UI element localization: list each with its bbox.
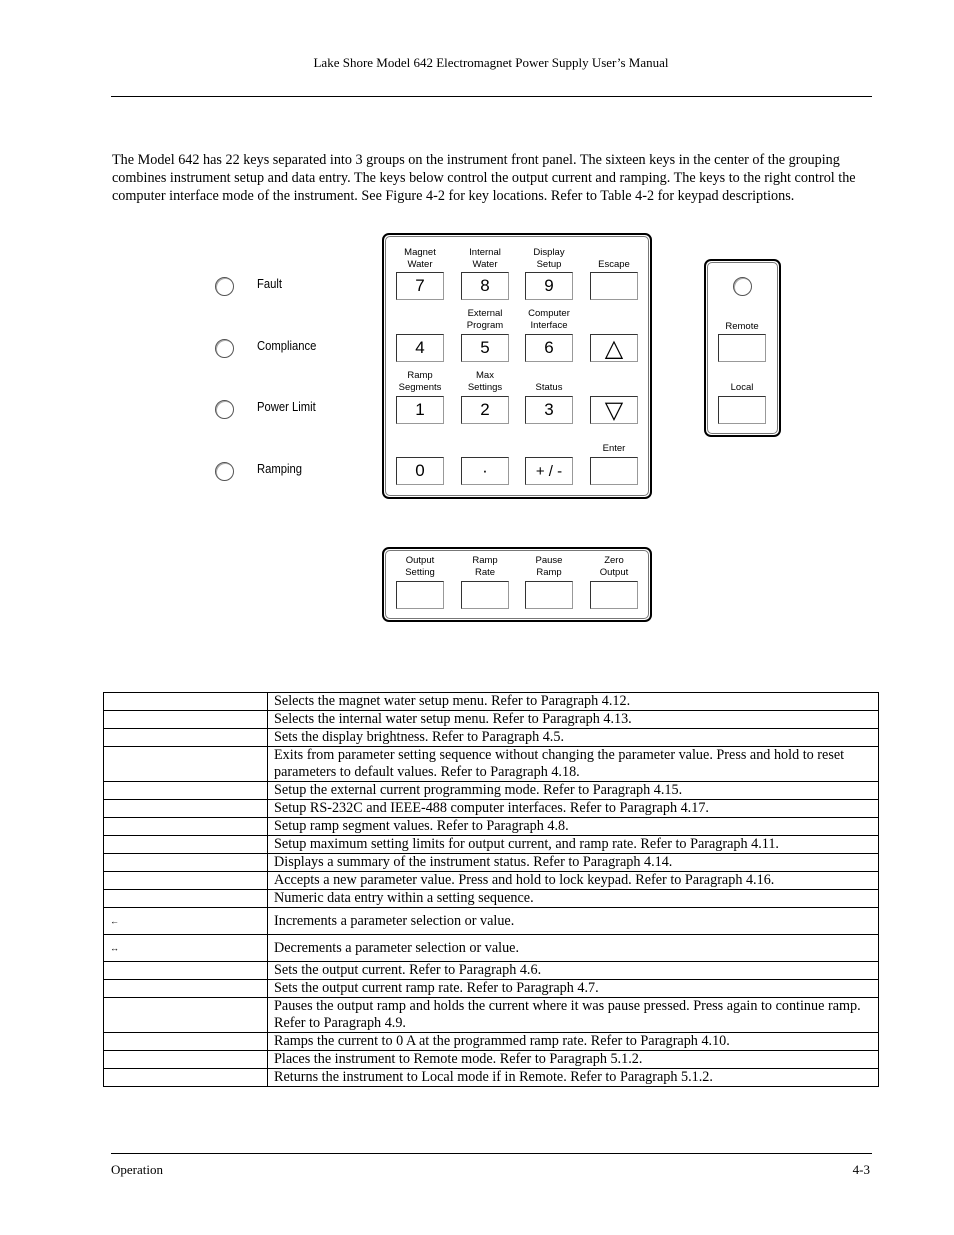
indicator-ramping [215, 459, 303, 483]
plus-minus-key[interactable]: + / - [525, 457, 573, 485]
max-settings-key[interactable]: 2 [461, 396, 509, 424]
escape-key[interactable] [590, 272, 638, 300]
description-cell: Displays a summary of the instrument status. Refer to Paragraph 4.14. [268, 854, 879, 872]
status-key[interactable]: 3 [525, 396, 573, 424]
header-rule [111, 96, 872, 97]
table-row [104, 872, 879, 890]
table-row [104, 980, 879, 998]
page-number: 4-3 [852, 1162, 870, 1177]
key-cell [104, 1051, 268, 1069]
key-label: Ramp Rate [472, 555, 498, 578]
key-label: Computer Interface [528, 308, 570, 331]
power-limit-led-icon [215, 400, 234, 419]
display-setup-key[interactable]: 9 [525, 272, 573, 300]
output-keypad [382, 547, 652, 622]
description-cell: Exits from parameter setting sequence without changing the parameter value. Press and hold to reset parameters to default values. Refer to Paragraph 4.18. [268, 747, 879, 782]
key-label: External Program [466, 308, 504, 331]
key-cell [104, 980, 268, 998]
indicator-label: Ramping [257, 462, 303, 476]
key-label: Escape [598, 259, 630, 270]
key-label: Output Setting [405, 555, 435, 578]
down-arrow-key[interactable]: ▽ [590, 396, 638, 424]
key-cell [104, 962, 268, 980]
key-cell [104, 782, 268, 800]
key-label: Enter [602, 443, 626, 454]
indicator-power-limit [215, 397, 316, 421]
ramping-led-icon [215, 462, 234, 481]
key-label: Status [535, 382, 563, 393]
description-cell: Sets the output current ramp rate. Refer to Paragraph 4.7. [268, 980, 879, 998]
interface-keypad [704, 259, 781, 437]
enter-key[interactable] [590, 457, 638, 485]
pause-ramp-key[interactable] [525, 581, 573, 609]
description-cell: Setup maximum setting limits for output current, and ramp rate. Refer to Paragraph 4.11. [268, 836, 879, 854]
table-row [104, 1069, 879, 1087]
output-setting-key[interactable] [396, 581, 444, 609]
table-row [104, 711, 879, 729]
key-description-table [103, 692, 879, 1087]
table-row [104, 782, 879, 800]
internal-water-key[interactable]: 8 [461, 272, 509, 300]
fault-led-icon [215, 277, 234, 296]
description-cell: Pauses the output ramp and holds the current where it was pause pressed. Press again to continue ramp. Refer to Paragraph 4.9. [268, 998, 879, 1033]
local-key[interactable] [718, 396, 766, 424]
key-label: Internal Water [469, 247, 501, 270]
table-row [104, 1033, 879, 1051]
key-label: Zero Output [599, 555, 629, 578]
intro-paragraph: The Model 642 has 22 keys separated into 3 groups on the instrument front panel. The sixteen keys in the center of the grouping combines instrument setup and data entry. The keys below control the output current and ramping. The keys to the right control the computer interface mode of the instrument. See Figure 4-2 for key locations. Refer to Table 4-2 for keypad descriptions. [112, 152, 856, 204]
description-cell: Increments a parameter selection or value. [268, 908, 879, 935]
table-row [104, 962, 879, 980]
key-label: Ramp Segments [398, 370, 442, 393]
description-cell: Sets the display brightness. Refer to Paragraph 4.5. [268, 729, 879, 747]
down-arrow-icon: ↔ [104, 935, 268, 962]
key-label: Display Setup [533, 247, 565, 270]
table-row [104, 998, 879, 1033]
indicator-compliance [215, 336, 317, 360]
indicator-label: Power Limit [257, 400, 316, 414]
description-cell: Returns the instrument to Local mode if in Remote. Refer to Paragraph 5.1.2. [268, 1069, 879, 1087]
table-row [104, 1051, 879, 1069]
ramp-segments-key[interactable]: 1 [396, 396, 444, 424]
description-cell: Accepts a new parameter value. Press and hold to lock keypad. Refer to Paragraph 4.16. [268, 872, 879, 890]
key-cell [104, 729, 268, 747]
ramp-rate-key[interactable] [461, 581, 509, 609]
remote-key-label: Remote [725, 321, 759, 332]
description-cell: Setup the external current programming mode. Refer to Paragraph 4.15. [268, 782, 879, 800]
description-cell: Setup RS-232C and IEEE-488 computer interfaces. Refer to Paragraph 4.17. [268, 800, 879, 818]
key-4[interactable]: 4 [396, 334, 444, 362]
description-cell: Decrements a parameter selection or value. [268, 935, 879, 962]
remote-key[interactable] [718, 334, 766, 362]
description-cell: Setup ramp segment values. Refer to Paragraph 4.8. [268, 818, 879, 836]
decimal-key[interactable]: · [461, 457, 509, 485]
external-program-key[interactable]: 5 [461, 334, 509, 362]
key-cell [104, 998, 268, 1033]
table-row [104, 800, 879, 818]
key-cell [104, 747, 268, 782]
table-row [104, 890, 879, 908]
remote-led-icon [733, 277, 752, 296]
key-cell [104, 872, 268, 890]
table-row [104, 729, 879, 747]
description-cell: Sets the output current. Refer to Paragraph 4.6. [268, 962, 879, 980]
key-cell [104, 800, 268, 818]
compliance-led-icon [215, 339, 234, 358]
table-row [104, 693, 879, 711]
local-key-label: Local [730, 382, 754, 393]
table-row [104, 836, 879, 854]
zero-output-key[interactable] [590, 581, 638, 609]
table-row [104, 854, 879, 872]
magnet-water-key[interactable]: 7 [396, 272, 444, 300]
up-arrow-key[interactable]: △ [590, 334, 638, 362]
description-cell: Ramps the current to 0 A at the programmed ramp rate. Refer to Paragraph 4.10. [268, 1033, 879, 1051]
key-0[interactable]: 0 [396, 457, 444, 485]
description-cell: Places the instrument to Remote mode. Refer to Paragraph 5.1.2. [268, 1051, 879, 1069]
up-arrow-icon: ← [104, 908, 268, 935]
key-cell [104, 854, 268, 872]
page-header: Lake Shore Model 642 Electromagnet Power Supply User’s Manual [313, 55, 669, 70]
indicator-label: Compliance [257, 339, 317, 353]
key-label: Pause Ramp [535, 555, 563, 578]
description-cell: Numeric data entry within a setting sequence. [268, 890, 879, 908]
table-row [104, 747, 879, 782]
key-cell [104, 1033, 268, 1051]
key-label: Magnet Water [404, 247, 436, 270]
key-cell [104, 890, 268, 908]
key-cell [104, 1069, 268, 1087]
key-cell [104, 836, 268, 854]
footer-rule [111, 1153, 872, 1154]
computer-interface-key[interactable]: 6 [525, 334, 573, 362]
main-keypad [382, 233, 652, 499]
indicator-fault [215, 274, 283, 298]
key-cell [104, 818, 268, 836]
key-label: Max Settings [467, 370, 503, 393]
table-row [104, 908, 879, 935]
key-cell [104, 693, 268, 711]
table-row [104, 935, 879, 962]
description-cell: Selects the magnet water setup menu. Refer to Paragraph 4.12. [268, 693, 879, 711]
table-row [104, 818, 879, 836]
footer-section: Operation [111, 1162, 163, 1177]
indicator-label: Fault [257, 277, 283, 291]
description-cell: Selects the internal water setup menu. Refer to Paragraph 4.13. [268, 711, 879, 729]
key-cell [104, 711, 268, 729]
